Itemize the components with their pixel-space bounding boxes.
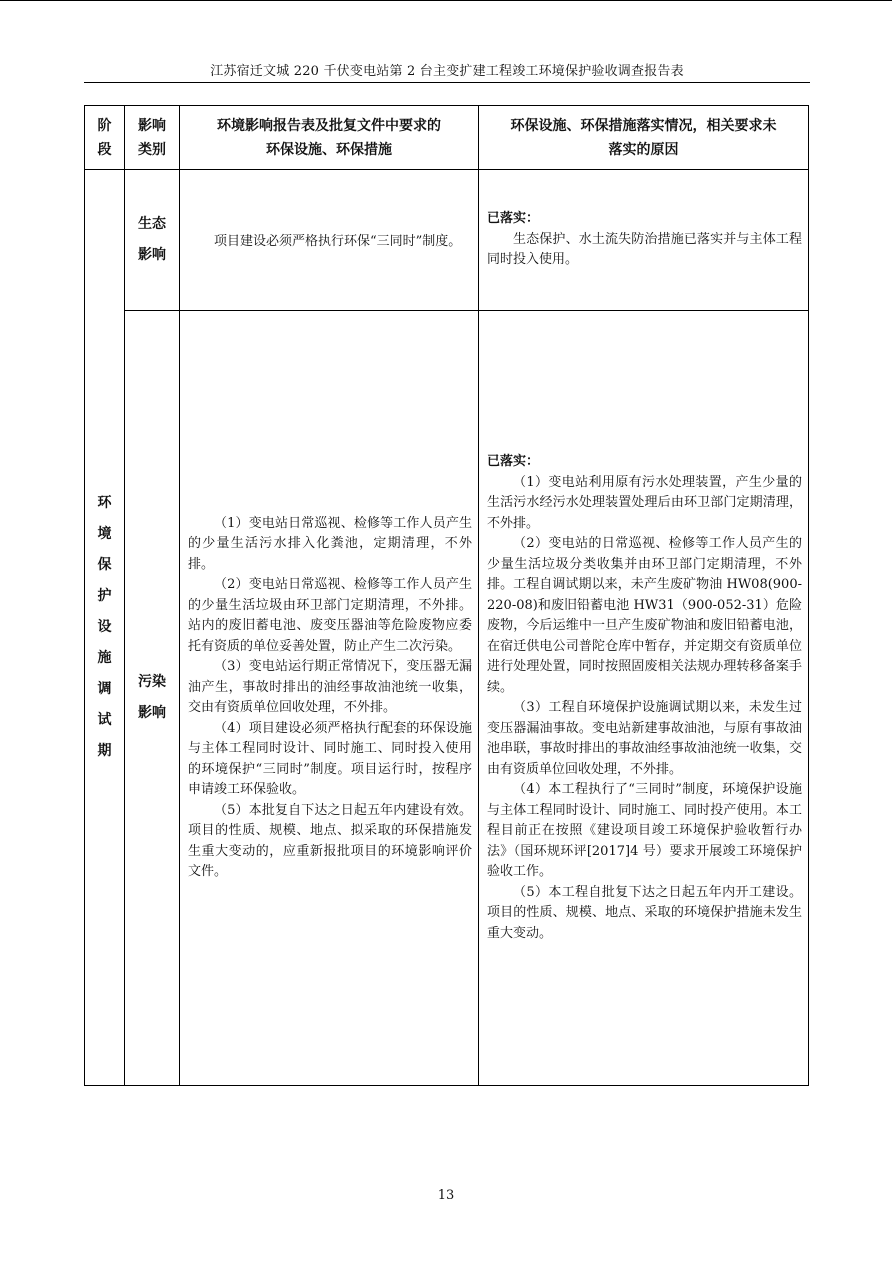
list-item: （4）本工程执行了“三同时”制度，环境保护设施与主体工程同时设计、同时施工、同时投产使用。本工程目前正在按照《建设项目竣工环境保护验收暂行办法》（国环规环评[2017]4 号）要求开展竣工环境保护验收工作。 <box>487 782 802 879</box>
list-item: （5）本工程自批复下达之日起五年内开工建设。项目的性质、规模、地点、采取的环境保护措施未发生重大变动。 <box>487 884 802 941</box>
list-item: （2）变电站日常巡视、检修等工作人员产生的少量生活垃圾由环卫部门定期清理，不外排。站内的废旧蓄电池、废变压器油等危险废物应委托有资质的单位妥善处置，防止产生二次污染。 <box>188 577 472 654</box>
status-label: 已落实： <box>487 454 540 469</box>
table-header-row <box>85 106 809 170</box>
list-item: （2）变电站的日常巡视、检修等工作人员产生的少量生活垃圾分类收集并由环卫部门定期清理，不外排。工程自调试期以来，未产生废矿物油 HW08(900-220-08)和废旧铅蓄电池 HW31（900-052-31）危险废物，今后运维中一旦产生废矿物油和废旧铅蓄电池，在宿迁供电公司普陀仓库中暂存，并定期交有资质单位进行处理处置，同时按照固废相关法规办理转移备案手续。 <box>487 536 802 695</box>
list-item: （4）项目建设必须严格执行配套的环保设施与主体工程同时设计、同时施工、同时投入使用的环境保护“三同时”制度。项目运行时，按程序申请竣工环保验收。 <box>188 720 472 797</box>
table-row-ecological <box>85 170 809 311</box>
impact-type-ecological: 生态 影响 <box>125 170 180 311</box>
implementation-ecological: 已落实： 生态保护、水土流失防治措施已落实并与主体工程同时投入使用。 <box>479 170 809 311</box>
page-number: 13 <box>437 1188 455 1203</box>
list-item: （1）变电站日常巡视、检修等工作人员产生的少量生活污水排入化粪池，定期清理，不外排。 <box>188 515 472 572</box>
header-implementation: 环保设施、环保措施落实情况，相关要求未 落实的原因 <box>479 106 809 170</box>
header-stage: 阶 段 <box>85 106 125 170</box>
list-item: （3）变电站运行期正常情况下，变压器无漏油产生，事故时排出的油经事故油池统一收集，交由有资质单位回收处理，不外排。 <box>188 659 472 715</box>
required-pollution <box>180 311 479 1086</box>
stage-cell <box>85 170 125 1086</box>
status-label: 已落实： <box>487 211 540 227</box>
table-row-pollution <box>85 311 809 1086</box>
header-required-measures: 环境影响报告表及批复文件中要求的 环保设施、环保措施 <box>180 106 479 170</box>
page-top-border <box>0 0 892 1</box>
implementation-pollution <box>479 311 809 1086</box>
required-ecological: 项目建设必须严格执行环保“三同时”制度。 <box>180 170 479 311</box>
header-rule <box>84 82 810 83</box>
report-header-title: 江苏宿迁文城 220 千伏变电站第 2 台主变扩建工程竣工环境保护验收调查报告表 <box>210 64 684 79</box>
impact-type-pollution: 污染 影响 <box>125 311 180 1086</box>
list-item: （1）变电站利用原有污水处理装置，产生少量的生活污水经污水处理装置处理后由环卫部门定期清理，不外排。 <box>487 474 802 531</box>
list-item: （3）工程自环境保护设施调试期以来，未发生过变压器漏油事故。变电站新建事故油池，与原有事故油池串联，事故时排出的事故油经事故油池统一收集，交由有资质单位回收处理，不外排。 <box>487 700 802 777</box>
list-item: （5）本批复自下达之日起五年内建设有效。项目的性质、规模、地点、拟采取的环保措施发生重大变动的，应重新报批项目的环境影响评价文件。 <box>188 802 472 879</box>
header-impact-type: 影响 类别 <box>125 106 180 170</box>
stage-label: 环境保护设施调试期 <box>97 495 112 759</box>
measures-table <box>84 105 809 1086</box>
